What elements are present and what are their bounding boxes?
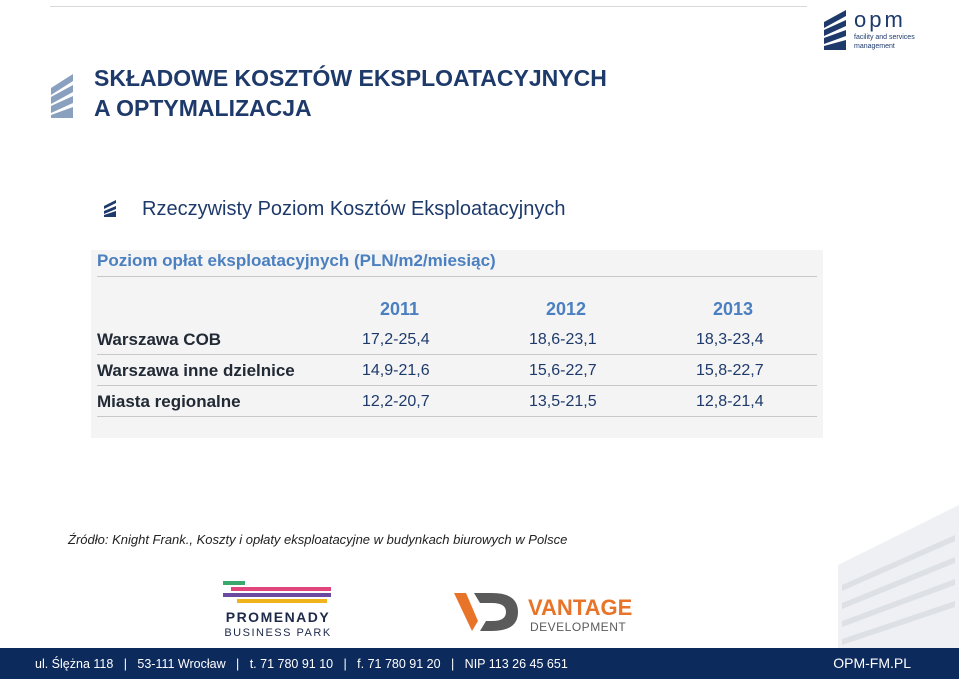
header-rule <box>50 6 807 7</box>
title-building-icon <box>49 72 75 118</box>
brand-name: opm <box>854 7 906 32</box>
year-header-2013: 2013 <box>713 299 754 319</box>
table-cell: 12,2-20,7 <box>362 393 430 410</box>
table-cell: 12,8-21,4 <box>696 393 764 410</box>
opm-building-icon <box>822 8 850 52</box>
bullet-building-icon <box>103 199 117 217</box>
vantage-name: VANTAGE <box>528 595 633 620</box>
promenady-subline: BUSINESS PARK <box>224 627 332 639</box>
section-subtitle: Rzeczywisty Poziom Kosztów Eksploatacyjnych <box>142 198 566 220</box>
promenady-logo-graphic <box>207 575 350 645</box>
table-cell: 15,6-22,7 <box>529 362 597 379</box>
table-cell: 15,8-22,7 <box>696 362 764 379</box>
row-label-warszawa-inne: Warszawa inne dzielnice <box>97 361 295 380</box>
caption-rule <box>97 276 817 277</box>
source-note: Źródło: Knight Frank., Koszty i opłaty eksploatacyjne w budynkach biurowych w Polsce <box>68 532 568 547</box>
brand-tagline: facility and services management <box>854 34 915 50</box>
table-cell: 18,3-23,4 <box>696 331 764 348</box>
row-label-miasta-regionalne: Miasta regionalne <box>97 392 241 411</box>
row-divider <box>97 354 817 355</box>
footer-website[interactable]: OPM-FM.PL <box>833 655 911 671</box>
table-cell: 14,9-21,6 <box>362 362 430 379</box>
promenady-name: PROMENADY <box>225 609 331 625</box>
table-cell: 13,5-21,5 <box>529 393 597 410</box>
opm-logo <box>822 8 932 54</box>
footer-bar <box>0 648 959 679</box>
row-label-warszawa-cob: Warszawa COB <box>97 330 222 349</box>
cost-table <box>91 250 823 438</box>
year-header-2012: 2012 <box>546 299 587 319</box>
row-divider <box>97 385 817 386</box>
vantage-logo-graphic <box>452 587 638 635</box>
promenady-logo <box>207 575 350 645</box>
table-cell: 18,6-23,1 <box>529 331 597 348</box>
year-header-2011: 2011 <box>380 299 420 319</box>
footer-contact: ul. Ślężna 118 | 53-111 Wrocław | t. 71 780 91 10 | f. 71 780 91 20 | NIP 113 26 45 651 <box>35 657 568 671</box>
table-caption: Poziom opłat eksploatacyjnych (PLN/m2/miesiąc) <box>97 251 496 270</box>
row-divider <box>97 416 817 417</box>
page-title: SKŁADOWE KOSZTÓW EKSPLOATACYJNYCH A OPTYMALIZACJA <box>94 65 607 121</box>
vantage-logo <box>452 587 638 635</box>
table-cell: 17,2-25,4 <box>362 331 430 348</box>
vantage-subline: DEVELOPMENT <box>530 620 627 634</box>
building-decoration <box>838 505 959 648</box>
